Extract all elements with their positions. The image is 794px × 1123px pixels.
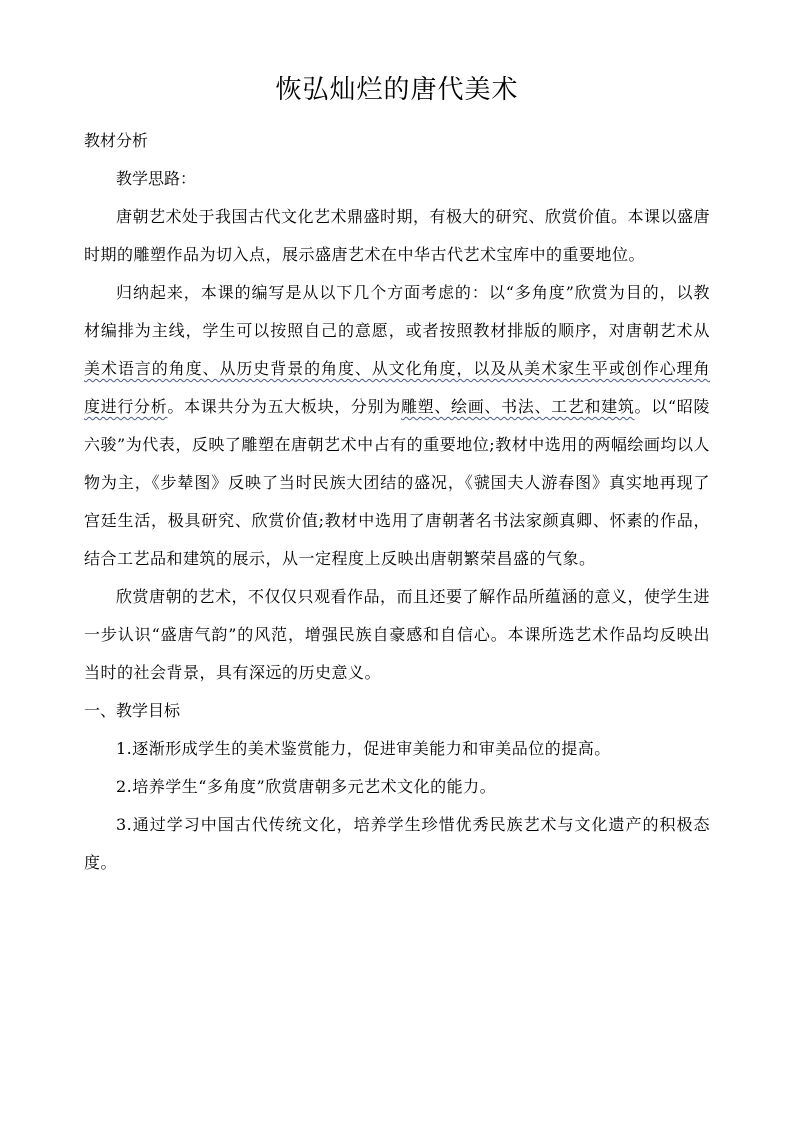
paragraph-summary [84,274,710,578]
paragraph-summary-text-1: 归纳起来，本课的编写是从以下几个方面考虑的：以“多角度”欣赏为目的，以教材编排为主线，学生可以按照自己的意愿，或者按照教材排版的顺序，对唐朝艺术从 [84,283,710,340]
objective-item-2: 2.培养学生“多角度”欣赏唐朝多元艺术文化的能力。 [116,777,497,796]
paragraph-intro: 唐朝艺术处于我国古代文化艺术鼎盛时期，有极大的研究、欣赏价值。本课以盛唐时期的雕塑作品为切入点，展示盛唐艺术在中华古代艺术宝库中的重要地位。 [84,207,711,264]
document-title: 恢弘灿烂的唐代美术 [275,75,519,105]
wavy-underlined-text-1: 美术语言的角度、从历史背景的角度、从文化角度，以及从美术家生平或创作心理角度进行分析 [84,359,710,416]
paragraph-summary-text-2: 。本课共分为五大板块，分别为 [167,397,401,416]
section-label-textbook-analysis: 教材分析 [84,131,149,150]
document-page [84,72,710,882]
objectives-heading: 一、教学目标 [84,701,181,720]
subsection-label-teaching-approach: 教学思路： [116,169,197,188]
paragraph-appreciation: 欣赏唐朝的艺术，不仅仅只观看作品，而且还要了解作品所蕴涵的意义，使学生进一步认识“盛唐气韵”的风范，增强民族自豪感和自信心。本课所选艺术作品均反映出当时的社会背景，具有深远的历史意义。 [84,587,711,682]
objective-item-3: 3.通过学习中国古代传统文化，培养学生珍惜优秀民族艺术与文化遗产的积极态度。 [84,815,710,872]
wavy-underlined-text-2: 雕塑、绘画、书法、工艺和建筑 [400,397,635,416]
objective-item-1: 1.逐渐形成学生的美术鉴赏能力，促进审美能力和审美品位的提高。 [116,739,611,758]
paragraph-summary-text-3: 。以“昭陵六骏”为代表，反映了雕塑在唐朝艺术中占有的重要地位;教材中选用的两幅绘画均以人物为主，《步辇图》反映了当时民族大团结的盛况，《虢国夫人游春图》真实地再现了宫廷生活，极具研究、欣赏价值;教材中选用了唐朝著名书法家颜真卿、怀素的作品，结合工艺品和建筑的展示，从一定程度上反映出唐朝繁荣昌盛的气象。 [84,397,710,568]
